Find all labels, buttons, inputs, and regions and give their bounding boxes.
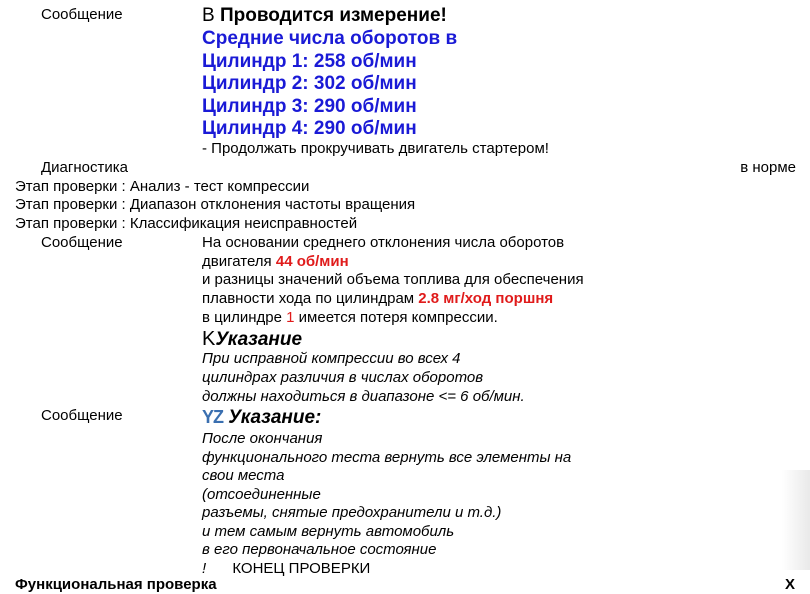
instruction-line-6: и тем самым вернуть автомобиль <box>202 523 455 540</box>
stage-fault-classification: Этап проверки : Классификация неисправностей <box>15 215 358 232</box>
fuel-difference-value: 2.8 мг/ход поршня <box>418 290 554 307</box>
instruction-line-7: в его первоначальное состояние <box>202 541 437 558</box>
end-of-test-text: КОНЕЦ ПРОВЕРКИ <box>232 560 371 577</box>
analysis-line-4 <box>202 290 553 308</box>
hint-line-3: должны находиться в диапазоне <= 6 об/мин. <box>202 388 525 405</box>
stage-compression-test: Этап проверки : Анализ - тест компрессии <box>15 178 310 195</box>
crank-note: - Продолжать прокручивать двигатель стартером! <box>202 140 549 157</box>
message-label: Сообщение <box>41 234 123 251</box>
cylinder-prefix: в цилиндре <box>202 309 282 326</box>
hint-title: Указание <box>215 329 303 350</box>
diagnostics-status: в норме <box>740 159 796 176</box>
analysis-line-5 <box>202 309 498 327</box>
instruction-line-3: свои места <box>202 467 285 484</box>
hint-line-1: При исправной компрессии во всех 4 <box>202 350 461 367</box>
instruction-line-2: функционального теста вернуть все элементы на <box>202 449 572 466</box>
avg-rpm-heading: Средние числа оборотов в <box>202 28 458 49</box>
instruction-line-5: разъемы, снятые предохранители и т.д.) <box>202 504 502 521</box>
message-label: Сообщение <box>41 6 123 23</box>
close-button[interactable]: X <box>784 576 795 593</box>
compression-loss-text: имеется потеря компрессии. <box>298 309 498 326</box>
rpm-deviation-value: 44 об/мин <box>275 253 349 270</box>
instruction-line-1: После окончания <box>202 430 323 447</box>
scroll-shadow <box>782 470 810 570</box>
hint-glyph-icon: K <box>202 328 216 350</box>
smoothness-label: плавности хода по цилиндрам <box>202 290 415 307</box>
hint-heading <box>202 328 302 351</box>
diagnostics-label: Диагностика <box>41 159 128 176</box>
engine-label: двигателя <box>202 253 272 270</box>
message-label: Сообщение <box>41 407 123 424</box>
instruction-line-4: (отсоединенные <box>202 486 321 503</box>
hint-heading <box>202 406 321 429</box>
hint-title: Указание: <box>228 407 322 428</box>
cylinder-1-rpm: Цилиндр 1: 258 об/мин <box>202 50 417 72</box>
measurement-title <box>202 5 447 28</box>
cylinder-2-rpm: Цилиндр 2: 302 об/мин <box>202 73 417 94</box>
stage-rpm-deviation: Этап проверки : Диапазон отклонения частоты вращения <box>15 196 416 213</box>
measurement-title-text: Проводится измерение! <box>219 5 447 26</box>
analysis-line-3: и разницы значений объема топлива для обеспечения <box>202 271 584 288</box>
cylinder-4-rpm: Цилиндр 4: 290 об/мин <box>202 118 417 139</box>
footer-title: Функциональная проверка <box>15 576 217 593</box>
faulty-cylinder-number: 1 <box>286 309 295 326</box>
end-mark: ! <box>202 560 207 577</box>
end-of-test <box>202 560 370 578</box>
message-glyph-icon: B <box>202 5 215 26</box>
cylinder-3-rpm: Цилиндр 3: 290 об/мин <box>202 95 417 117</box>
analysis-line-1: На основании среднего отклонения числа оборотов <box>202 234 565 251</box>
analysis-line-2 <box>202 253 349 271</box>
hint-glyph-icon: YZ <box>202 407 224 427</box>
hint-line-2: цилиндрах различия в числах оборотов <box>202 369 484 386</box>
